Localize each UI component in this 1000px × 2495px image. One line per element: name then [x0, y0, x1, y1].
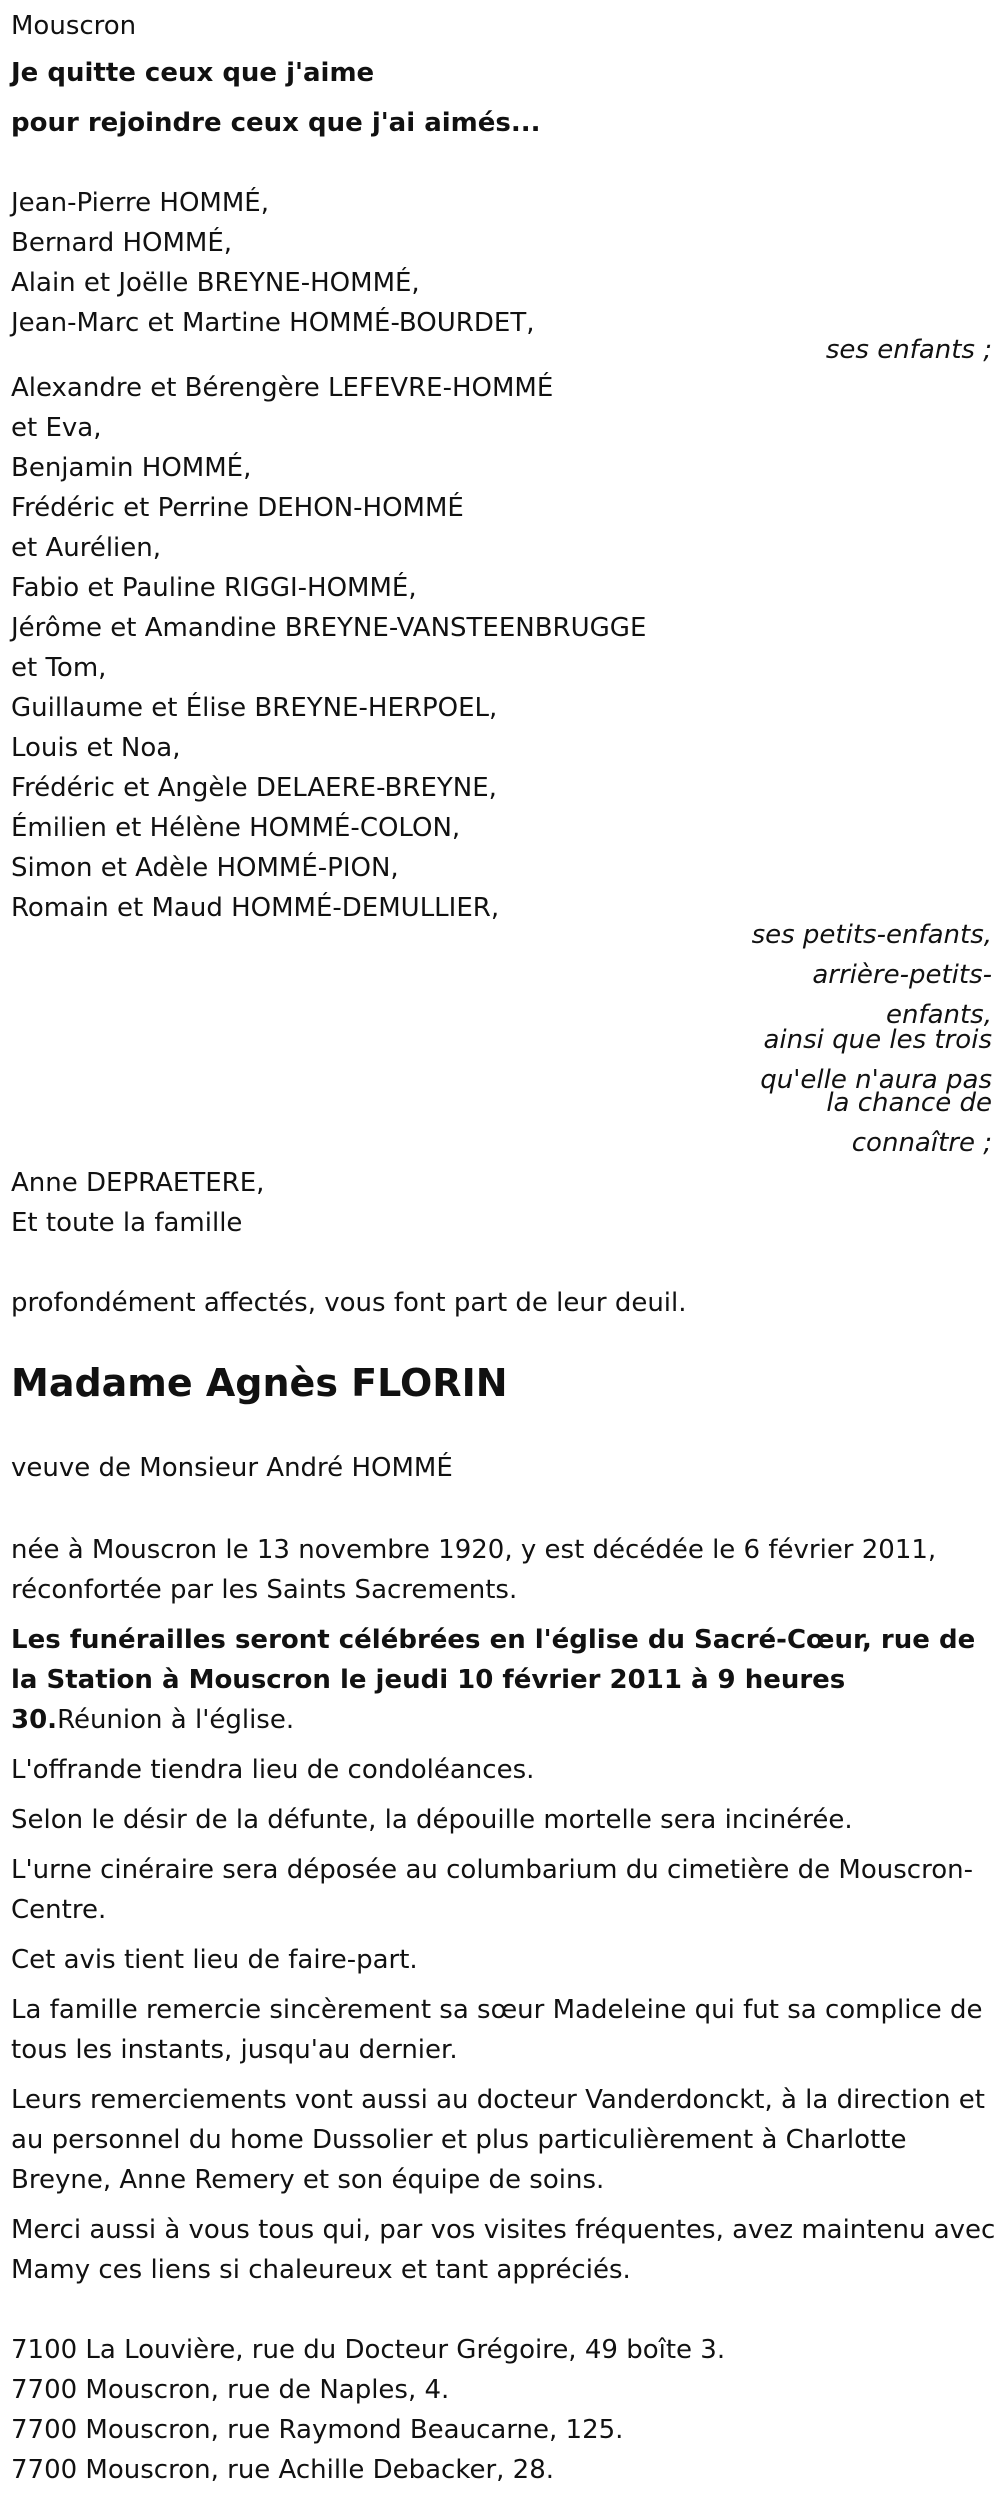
family-member: Alain et Joëlle BREYNE-HOMMÉ,: [11, 268, 420, 298]
location: Mouscron: [11, 11, 137, 41]
family-member: Benjamin HOMMÉ,: [11, 453, 252, 483]
grandchildren-role: enfants,: [885, 1000, 992, 1030]
verse-line: Je quitte ceux que j'aime: [11, 58, 375, 88]
deceased-name: Madame Agnès FLORIN: [11, 1361, 508, 1405]
address: 7700 Mouscron, rue Raymond Beaucarne, 125.: [11, 2415, 624, 2445]
family-member: Frédéric et Angèle DELAERE-BREYNE,: [11, 773, 497, 803]
family-member: Louis et Noa,: [11, 733, 181, 763]
funeral-gathering: Réunion à l'église.: [57, 1705, 295, 1735]
paragraph: Leurs remerciements vont aussi au docteur Vanderdonckt, à la direction et au personnel du home Dussolier et plus particulièrement à Charlotte Breyne, Anne Remery et son équipe de soins.: [11, 2085, 985, 2195]
children-list: [11, 183, 534, 343]
paragraph: L'offrande tiendra lieu de condoléances.: [11, 1755, 535, 1785]
family-member: Romain et Maud HOMMÉ-DEMULLIER,: [11, 893, 500, 923]
paragraph: Selon le désir de la défunte, la dépouille mortelle sera incinérée.: [11, 1805, 853, 1835]
family-member: Frédéric et Perrine DEHON-HOMMÉ: [11, 493, 464, 523]
family-member: Guillaume et Élise BREYNE-HERPOEL,: [11, 693, 498, 723]
address-list: [11, 2330, 725, 2490]
family-member: Anne DEPRAETERE,: [11, 1168, 265, 1198]
grandchildren-role: ainsi que les trois: [763, 1025, 992, 1055]
funeral-details: Les funérailles seront célébrées en l'église du Sacré-Cœur, rue de la Station à Mouscron le jeudi 10 février 2011 à 9 heures 30.: [11, 1625, 976, 1735]
family-member: Jean-Marc et Martine HOMMÉ-BOURDET,: [11, 308, 535, 338]
family-member: Bernard HOMMÉ,: [11, 228, 233, 258]
family-member: Et toute la famille: [11, 1208, 243, 1238]
family-member: et Eva,: [11, 413, 102, 443]
grandchildren-role: ses petits-enfants,: [751, 920, 992, 950]
address: 7100 La Louvière, rue du Docteur Grégoire, 49 boîte 3.: [11, 2335, 726, 2365]
family-member: Alexandre et Bérengère LEFEVRE-HOMMÉ: [11, 373, 554, 403]
announcement: profondément affectés, vous font part de leur deuil.: [11, 1288, 687, 1318]
paragraph: L'urne cinéraire sera déposée au columbarium du cimetière de Mouscron-Centre.: [11, 1855, 973, 1925]
grandchildren-role: arrière-petits-: [812, 960, 992, 990]
paragraph: Cet avis tient lieu de faire-part.: [11, 1945, 418, 1975]
family-member: Émilien et Hélène HOMMÉ-COLON,: [11, 813, 461, 843]
family-member: Simon et Adèle HOMMÉ-PION,: [11, 853, 399, 883]
grandchildren-role: la chance de: [826, 1088, 992, 1118]
verse-line: pour rejoindre ceux que j'ai aimés...: [11, 108, 541, 138]
birth-death: née à Mouscron le 13 novembre 1920, y est décédée le 6 février 2011, réconfortée par les Saints Sacrements.: [11, 1535, 937, 1605]
address: 7700 Mouscron, rue Achille Debacker, 28.: [11, 2455, 555, 2485]
funeral-info: [11, 1620, 996, 1740]
grandchildren-role: connaître ;: [851, 1128, 992, 1158]
family-member: et Tom,: [11, 653, 107, 683]
family-member: Jérôme et Amandine BREYNE-VANSTEENBRUGGE: [11, 613, 647, 643]
family-member: Jean-Pierre HOMMÉ,: [11, 188, 269, 218]
address: 7700 Mouscron, rue de Naples, 4.: [11, 2375, 450, 2405]
paragraph: La famille remercie sincèrement sa sœur Madeleine qui fut sa complice de tous les instants, jusqu'au dernier.: [11, 1995, 983, 2065]
widow-of: veuve de Monsieur André HOMMÉ: [11, 1453, 453, 1483]
family-member: Fabio et Pauline RIGGI-HOMMÉ,: [11, 573, 417, 603]
grandchildren-list: [11, 368, 646, 928]
grandchildren-role: qu'elle n'aura pas: [760, 1065, 992, 1095]
children-role: ses enfants ;: [825, 335, 992, 365]
paragraph: Merci aussi à vous tous qui, par vos visites fréquentes, avez maintenu avec Mamy ces liens si chaleureux et tant appréciés.: [11, 2215, 996, 2285]
family-member: et Aurélien,: [11, 533, 162, 563]
